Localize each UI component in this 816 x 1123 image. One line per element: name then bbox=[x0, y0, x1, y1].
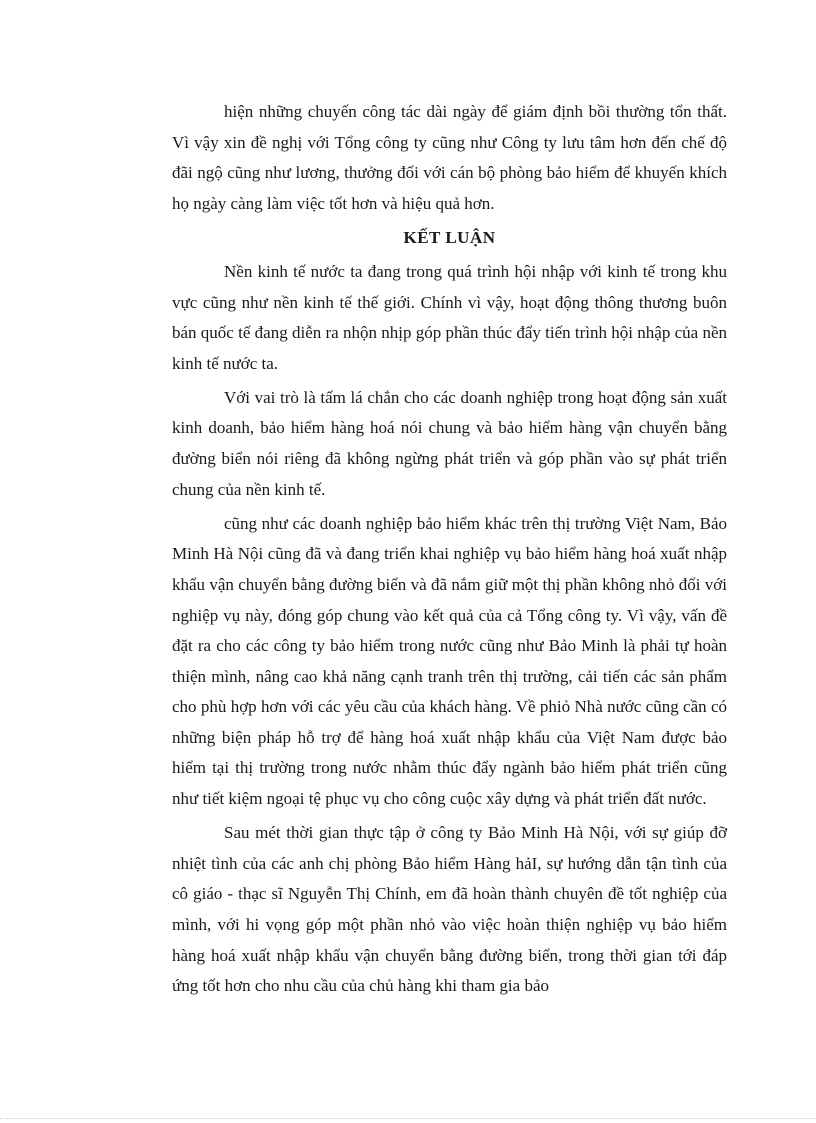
intro-paragraph: hiện những chuyến công tác dài ngày để giám định bồi thường tổn thất. Vì vậy xin đề nghị với Tổng công ty cũng như Công ty lưu tâm hơn đến chế độ đãi ngộ cũng như lương, thưởng đối với cán bộ phòng bảo hiểm để khuyến khích họ ngày càng làm việc tốt hơn và hiệu quả hơn. bbox=[172, 102, 727, 213]
body-paragraph-4: Sau mét thời gian thực tập ở công ty Bảo Minh Hà Nội, với sự giúp đỡ nhiệt tình của các anh chị phòng Bảo hiểm Hàng hảI, sự hướng dẫn tận tình của cô giáo - thạc sĩ Nguyễn Thị Chính, em đã hoàn thành chuyên đề tốt nghiệp của mình, với hi vọng góp một phần nhỏ vào việc hoàn thiện nghiệp vụ bảo hiểm hàng hoá xuất nhập khẩu vận chuyển bằng đường biển, trong thời gian tới đáp ứng tốt hơn cho nhu cầu của chủ hàng khi tham gia bảo bbox=[172, 823, 727, 996]
page-bottom-rule bbox=[0, 1118, 816, 1119]
document-body bbox=[172, 97, 727, 1005]
body-paragraph-3: cũng như các doanh nghiệp bảo hiểm khác trên thị trường Việt Nam, Bảo Minh Hà Nội cũng đã và đang triển khai nghiệp vụ bảo hiểm hàng hoá xuất nhập khẩu vận chuyển bằng đường biển và đã nắm giữ một thị phần không nhỏ đối với nghiệp vụ này, đóng góp chung vào kết quả của cả Tổng công ty. Vì vậy, vấn đề đặt ra cho các công ty bảo hiểm trong nước cũng như Bảo Minh là phải tự hoàn thiện mình, nâng cao khả năng cạnh tranh trên thị trường, cải tiến các sản phẩm cho phù hợp hơn với các yêu cầu của khách hàng. Về phiỏ Nhà nước cũng cần có những biện pháp hỗ trợ để hàng hoá xuất nhập khẩu của Việt Nam được bảo hiểm tại thị trường trong nước nhằm thúc đẩy ngành bảo hiểm phát triển cũng như tiết kiệm ngoại tệ phục vụ cho công cuộc xây dựng và phát triển đất nước. bbox=[172, 513, 727, 809]
body-paragraph-2: Với vai trò là tấm lá chắn cho các doanh nghiệp trong hoạt động sản xuất kinh doanh, bảo hiểm hàng hoá nói chung và bảo hiểm hàng vận chuyển bằng đường biển nói riêng đã không ngừng phát triển và góp phần vào sự phát triển chung của nền kinh tế. bbox=[172, 387, 727, 499]
body-paragraph-1: Nền kinh tế nước ta đang trong quá trình hội nhập với kinh tế trong khu vực cũng như nền kinh tế thế giới. Chính vì vậy, hoạt động thông thương buôn bán quốc tế đang diễn ra nhộn nhịp góp phần thúc đẩy tiến trình hội nhập của nền kinh tế nước ta. bbox=[172, 261, 727, 373]
section-heading: KẾT LUẬN bbox=[403, 227, 496, 247]
